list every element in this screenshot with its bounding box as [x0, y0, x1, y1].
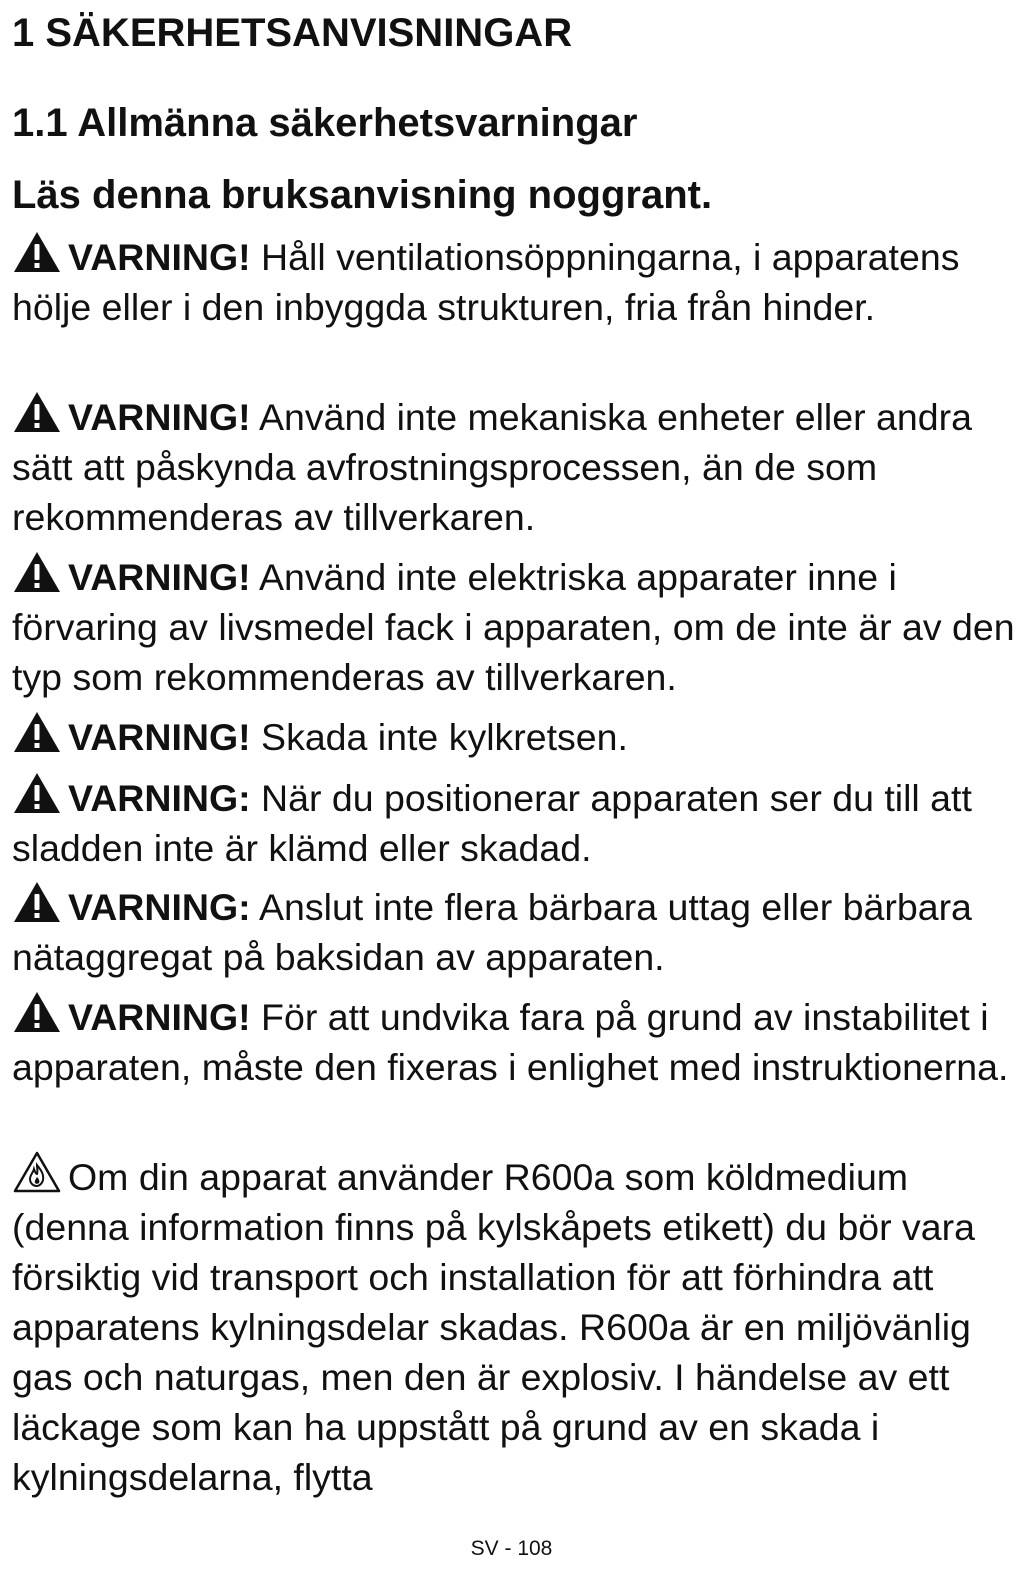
- warning-triangle-icon: [12, 230, 62, 274]
- warning-text: Använd inte elektriska apparater inne i förvaring av livsmedel fack i apparaten, om de inte är av den typ som rekommenderas av tillverkaren.: [12, 556, 1015, 698]
- warning-paragraph: [12, 880, 1016, 982]
- warning-triangle-icon: [12, 880, 62, 924]
- intro-text: Läs denna bruksanvisning noggrant.: [12, 173, 713, 217]
- warning-paragraph: [12, 990, 1016, 1092]
- warning-text: Använd inte mekaniska enheter eller andra sätt att påskynda avfrostningsprocessen, än de som rekommenderas av tillverkaren.: [12, 396, 972, 538]
- warning-paragraph: [12, 710, 1016, 762]
- warning-triangle-icon: [12, 390, 62, 434]
- warning-paragraph: [12, 771, 1016, 873]
- flammable-warning-icon: [12, 1150, 62, 1194]
- warning-label: VARNING!: [68, 996, 251, 1038]
- warning-paragraph: [12, 230, 1016, 332]
- warning-triangle-icon: [12, 771, 62, 815]
- subsection-heading: 1.1 Allmänna säkerhetsvarningar: [12, 101, 638, 145]
- warning-triangle-icon: [12, 550, 62, 594]
- warning-triangle-icon: [12, 710, 62, 754]
- warning-text: För att undvika fara på grund av instabilitet i apparaten, måste den fixeras i enlighet med instruktionerna.: [12, 996, 1009, 1088]
- warning-label: VARNING:: [68, 886, 251, 928]
- warning-text: När du positionerar apparaten ser du till att sladden inte är klämd eller skadad.: [12, 777, 972, 869]
- warning-label: VARNING!: [68, 396, 251, 438]
- flammable-note-text: Om din apparat använder R600a som köldmedium (denna information finns på kylskåpets etikett) du bör vara försiktig vid transport och installation för att förhindra att apparatens kylningsdelar skadas. R600a är en miljövänlig gas och naturgas, men den är explosiv. I händelse av ett läckage som kan ha uppstått på grund av en skada i kylningsdelarna, flytta: [12, 1156, 976, 1498]
- warning-text: Håll ventilationsöppningarna, i apparatens hölje eller i den inbyggda strukturen, fria från hinder.: [12, 236, 960, 328]
- warning-text: Skada inte kylkretsen.: [250, 716, 628, 758]
- section-heading: 1 SÄKERHETSANVISNINGAR: [12, 11, 573, 55]
- warning-label: VARNING!: [68, 236, 251, 278]
- warning-paragraph: [12, 550, 1016, 702]
- warning-label: VARNING!: [68, 556, 251, 598]
- warning-text: Anslut inte flera bärbara uttag eller bärbara nätaggregat på baksidan av apparaten.: [12, 886, 972, 978]
- warning-triangle-icon: [12, 990, 62, 1034]
- warning-paragraph: [12, 390, 1016, 542]
- warning-label: VARNING!: [68, 716, 251, 758]
- flammable-note-paragraph: [12, 1150, 1016, 1502]
- warning-label: VARNING:: [68, 777, 251, 819]
- page-number: SV - 108: [470, 1537, 553, 1560]
